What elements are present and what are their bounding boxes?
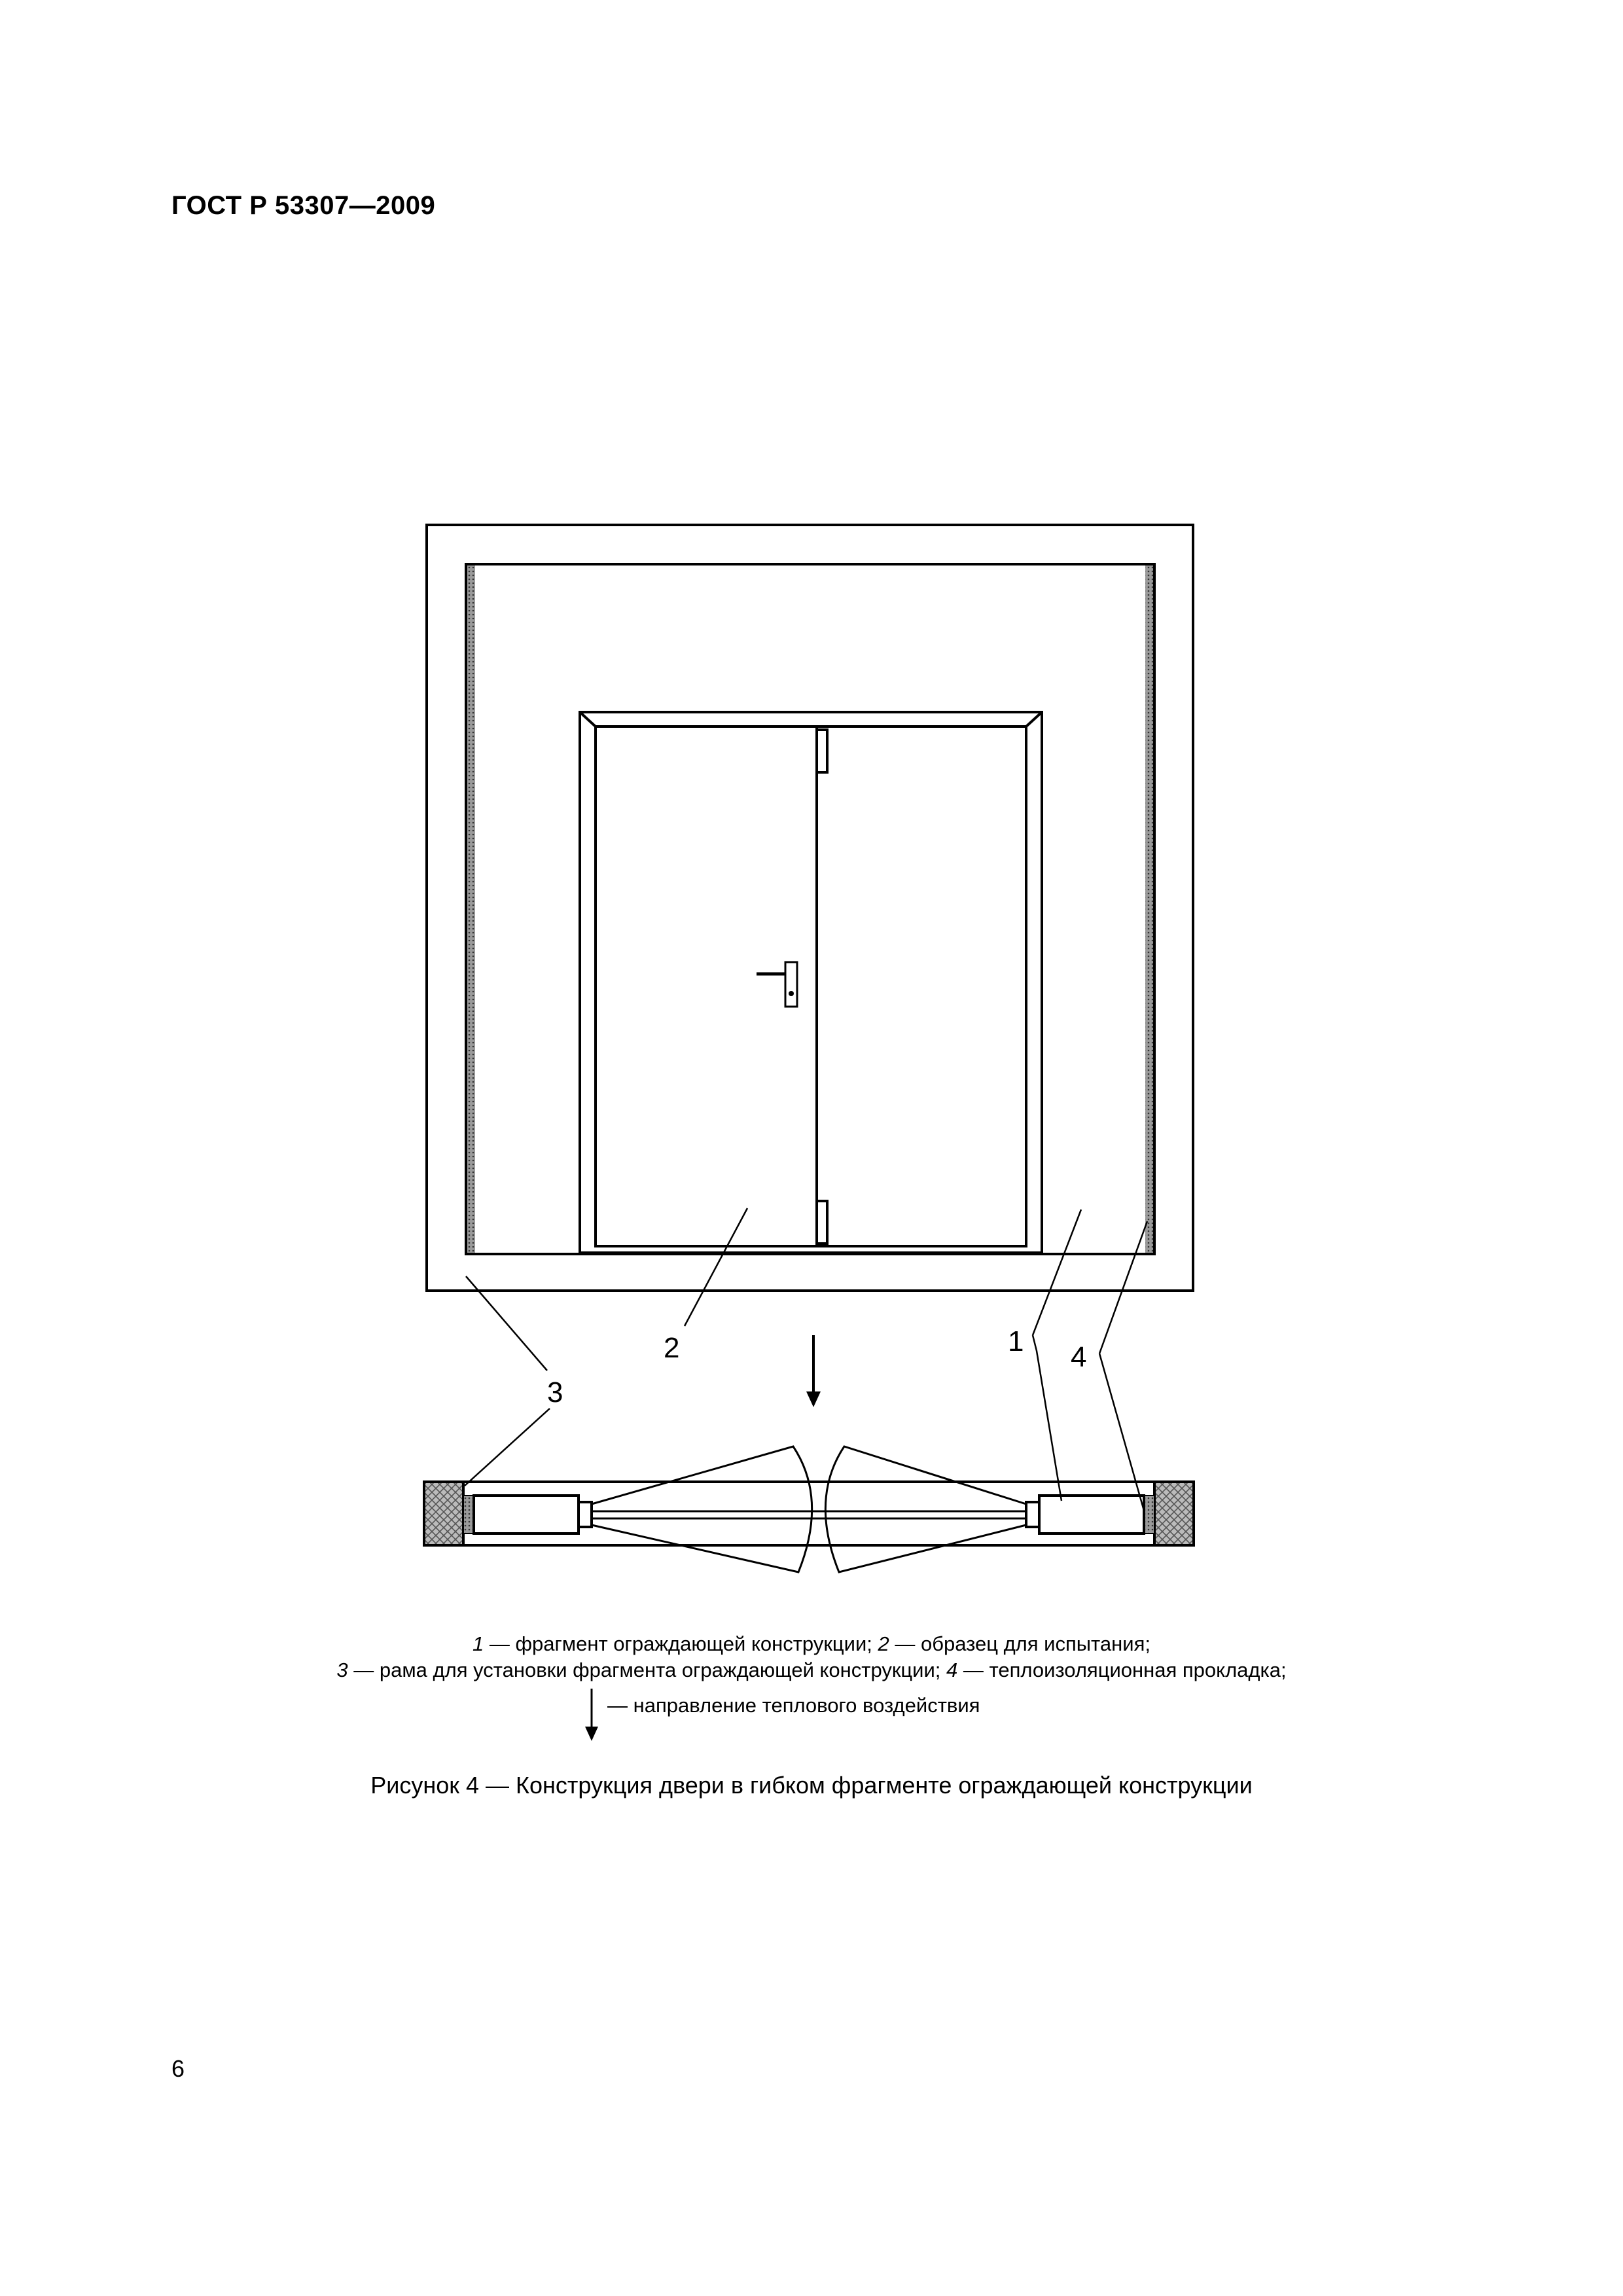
hinge-bottom	[817, 1201, 827, 1244]
callout-4: 4	[1071, 1341, 1087, 1373]
plan-section	[424, 1446, 1194, 1572]
legend-text-1: — фрагмент ограждающей конструкции;	[484, 1632, 878, 1655]
swing-right	[825, 1446, 1026, 1572]
wall-section-right	[1039, 1496, 1144, 1534]
legend-line-1	[0, 1631, 1623, 1657]
legend-arrow-text: — направление теплового воздействия	[607, 1694, 980, 1717]
legend-arrow-icon	[580, 1687, 603, 1742]
legend-num-2: 2	[878, 1632, 889, 1655]
document-code: ГОСТ Р 53307—2009	[171, 191, 436, 220]
mounting-frame-outer	[427, 525, 1193, 1291]
door-frame-profile-right	[1026, 1502, 1039, 1527]
legend-text-3: — рама для установки фрагмента ограждающей конструкции;	[348, 1659, 947, 1681]
callout-3: 3	[547, 1376, 563, 1408]
page-number: 6	[171, 2055, 185, 2082]
legend-line-2	[0, 1657, 1623, 1683]
wall-section-left	[474, 1496, 579, 1534]
door-frame-outer	[580, 712, 1042, 1253]
frame-block-left	[424, 1482, 463, 1545]
legend-num-3: 3	[336, 1659, 348, 1681]
legend-num-1: 1	[473, 1632, 484, 1655]
legend-num-4: 4	[946, 1659, 958, 1681]
insulation-strip-right	[1145, 564, 1154, 1254]
callout-2: 2	[664, 1332, 680, 1364]
door-frame-profile-left	[579, 1502, 592, 1527]
heat-direction-arrow	[806, 1335, 821, 1407]
callout-1: 1	[1008, 1325, 1024, 1357]
legend-text-2: — образец для испытания;	[889, 1632, 1150, 1655]
legend-text-4: — теплоизоляционная прокладка;	[957, 1659, 1287, 1681]
frame-block-right	[1154, 1482, 1194, 1545]
door-handle-plate	[785, 962, 797, 1007]
front-view	[427, 525, 1193, 1291]
door-frame-inner	[596, 726, 1026, 1246]
wall-fragment	[466, 564, 1154, 1254]
hinge-top	[817, 730, 827, 772]
swing-left	[592, 1446, 812, 1572]
insulation-strip-left	[466, 564, 475, 1254]
figure-caption: Рисунок 4 — Конструкция двери в гибком фрагменте ограждающей конструкции	[370, 1772, 1253, 1799]
insulation-pad-right	[1144, 1496, 1154, 1534]
insulation-pad-left	[463, 1496, 474, 1534]
